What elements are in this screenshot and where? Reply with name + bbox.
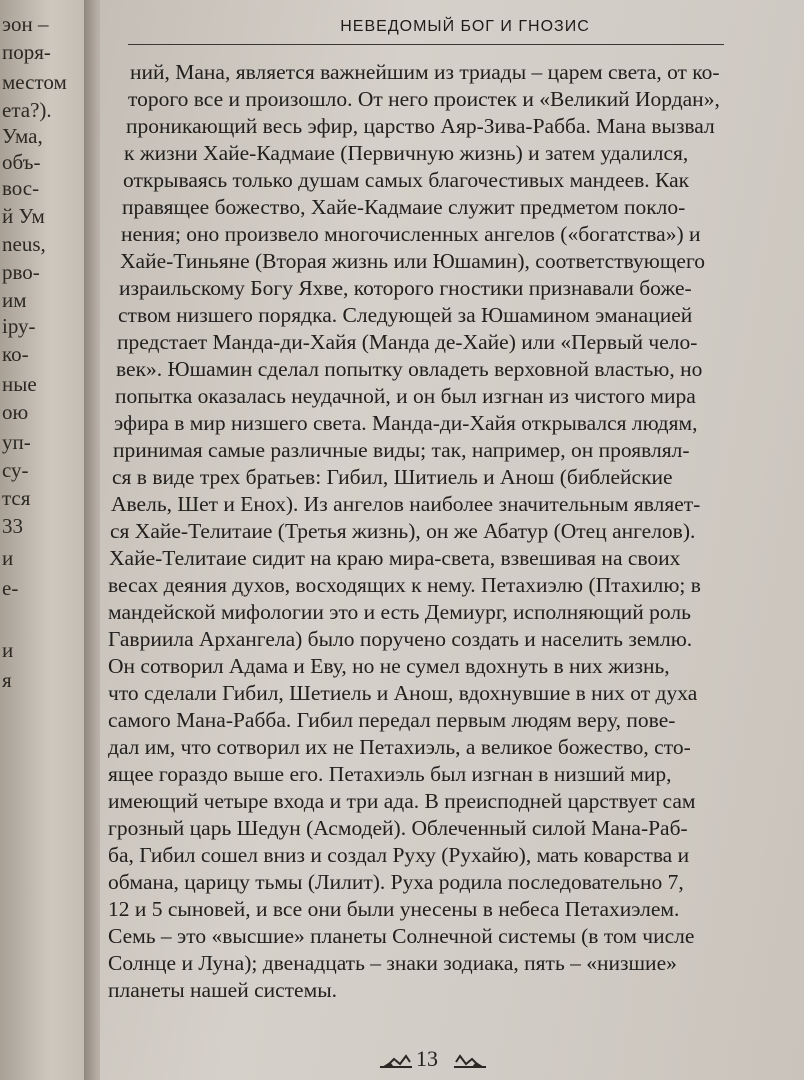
facing-page-text: neus, — [2, 232, 46, 256]
facing-page-text: я — [2, 668, 12, 692]
facing-page-text: тся — [2, 486, 31, 510]
text-line: Авель, Шет и Енох). Из ангелов наиболее значительным являет- — [111, 492, 701, 516]
text-line: попытка оказалась неудачной, и он был изгнан из чистого мира — [115, 384, 696, 408]
facing-page-text: вос- — [2, 176, 40, 200]
facing-page-text: 33 — [2, 514, 23, 538]
facing-page-text: рво- — [2, 260, 40, 284]
facing-page-text: ко- — [2, 342, 29, 366]
text-line: дал им, что сотворил их не Петахиэль, а великое божество, сто- — [108, 735, 691, 759]
facing-page-text: іру- — [2, 314, 36, 338]
ornament-left-icon — [380, 1054, 412, 1068]
facing-page-text: е- — [2, 576, 19, 600]
text-line: ящее гораздо выше его. Петахиэль был изгнан в низший мир, — [108, 762, 672, 786]
text-line: Он сотворил Адама и Еву, но не сумел вдохнуть в них жизнь, — [108, 654, 670, 678]
text-line: имеющий четыре входа и три ада. В преисподней царствует сам — [108, 789, 696, 813]
text-line: планеты нашей системы. — [108, 978, 338, 1002]
text-line: Хайе-Телитаие сидит на краю мира-света, взвешивая на своих — [109, 546, 681, 570]
facing-page-text: й Ум — [2, 204, 45, 228]
text-line: Гавриила Архангела) было поручено создать и населить землю. — [108, 627, 693, 651]
text-line: ся в виде трех братьев: Гибил, Шитиель и Анош (библейские — [112, 465, 673, 489]
text-line: мандейской мифологии это и есть Демиург, исполняющий роль — [108, 600, 691, 624]
facing-page-text: эон – — [2, 12, 49, 36]
facing-page-text: ные — [2, 372, 37, 396]
text-line: ний, Мана, является важнейшим из триады – царем света, от ко- — [130, 60, 720, 84]
facing-page-text: ета?). — [2, 98, 52, 122]
ornament-right-icon — [454, 1054, 486, 1068]
facing-page-text: им — [2, 288, 27, 312]
page-number: 13 — [416, 1046, 438, 1071]
facing-page-text: и — [2, 638, 14, 662]
text-line: нения; оно произвело многочисленных ангелов («богатства») и — [121, 222, 701, 246]
facing-page-text: и — [2, 546, 14, 570]
facing-page — [0, 0, 92, 1080]
facing-page-text: Ума, — [2, 124, 43, 148]
facing-page-text: ою — [2, 400, 29, 424]
text-line: грозный царь Шедун (Асмодей). Облеченный силой Мана-Раб- — [108, 816, 688, 840]
running-head: НЕВЕДОМЫЙ БОГ И ГНОЗИС — [340, 18, 590, 35]
text-line: к жизни Хайе-Кадмаие (Первичную жизнь) и затем удалился, — [124, 141, 689, 165]
text-line: принимая самые различные виды; так, например, он проявлял- — [113, 438, 690, 462]
text-line: обмана, царицу тьмы (Лилит). Руха родила последовательно 7, — [108, 870, 684, 894]
page-footer — [380, 1046, 490, 1072]
header-rule — [128, 44, 724, 45]
text-line: предстает Манда-ди-Хайя (Манда де-Хайе) или «Первый чело- — [117, 330, 698, 354]
facing-page-text: поря- — [2, 40, 51, 64]
text-line: 12 и 5 сыновей, и все они были унесены в небеса Петахиэлем. — [108, 897, 680, 921]
text-line: весах деяния духов, восходящих к нему. Петахиэлю (Птахилю; в — [108, 573, 701, 597]
facing-page-text: су- — [2, 458, 29, 482]
text-line: век». Юшамин сделал попытку овладеть верховной властью, но — [116, 357, 703, 381]
text-line: израильскому Богу Яхве, которого гностики признавали боже- — [119, 276, 692, 300]
text-line: правящее божество, Хайе-Кадмаие служит предметом покло- — [122, 195, 686, 219]
text-line: Хайе-Тиньяне (Вторая жизнь или Юшамин), соответствующего — [120, 249, 705, 273]
text-line: ся Хайе-Телитаие (Третья жизнь), он же Абатур (Отец ангелов). — [110, 519, 696, 543]
text-line: проникающий весь эфир, царство Аяр-Зива-Рабба. Мана вызвал — [126, 114, 715, 138]
facing-page-text: объ- — [2, 150, 41, 174]
text-line: открываясь только душам самых благочестивых мандеев. Как — [123, 168, 690, 192]
text-line: торого все и произошло. От него проистек и «Великий Иордан», — [128, 87, 720, 111]
text-line: Солнце и Луна); двенадцать – знаки зодиака, пять – «низшие» — [108, 951, 677, 975]
facing-page-text: местом — [2, 70, 67, 94]
text-line: Семь – это «высшие» планеты Солнечной системы (в том числе — [108, 924, 695, 948]
text-line: ством низшего порядка. Следующей за Юшамином эманацией — [118, 303, 693, 327]
text-line: самого Мана-Рабба. Гибил передал первым людям веру, пове- — [108, 708, 676, 732]
text-line: ба, Гибил сошел вниз и создал Руху (Рухайю), мать коварства и — [108, 843, 690, 867]
facing-page-text: уп- — [2, 430, 31, 454]
text-line: эфира в мир низшего света. Манда-ди-Хайя открывался людям, — [114, 411, 698, 435]
text-line: что сделали Гибил, Шетиель и Анош, вдохнувшие в них от духа — [108, 681, 698, 705]
